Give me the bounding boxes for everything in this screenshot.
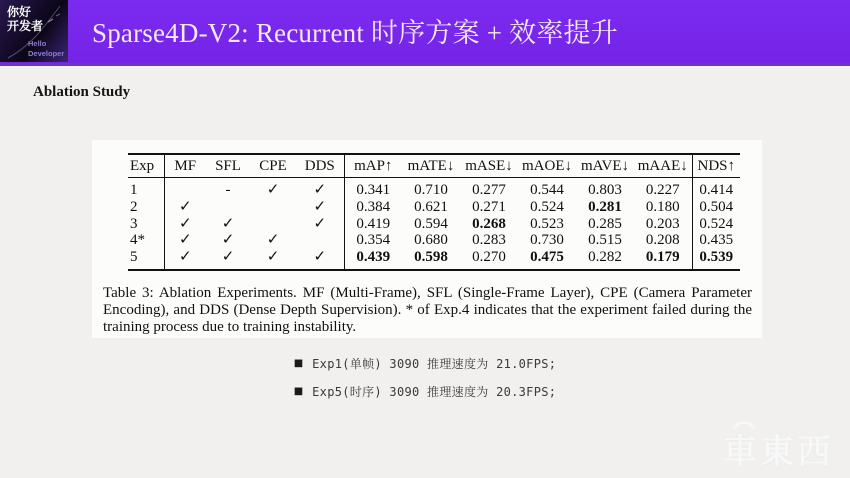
cell-mase: 0.268 [472, 215, 506, 232]
cell-nds: 0.504 [692, 199, 740, 216]
table-panel [92, 140, 762, 338]
logo-cn-line1: 你好 [7, 5, 32, 19]
cell-maae: 0.180 [645, 198, 680, 215]
cell-exp: 3 [128, 216, 164, 233]
table-row [128, 232, 740, 249]
watermark [723, 424, 834, 474]
cell-nds: 0.435 [692, 232, 740, 249]
cell-sfl [206, 199, 250, 216]
logo-english-text [28, 39, 64, 59]
list-item [294, 355, 557, 372]
square-bullet-icon: ■ [293, 357, 304, 369]
table-row [128, 199, 740, 216]
cell-maoe: 0.523 [530, 215, 564, 232]
cell-mate: 0.598 [414, 249, 448, 266]
table-row [128, 178, 740, 199]
cell-cpe [250, 199, 296, 216]
cell-maae: 0.179 [645, 249, 680, 266]
cell-dds: ✓ [296, 199, 344, 216]
cell-mate: 0.710 [414, 182, 448, 198]
cell-map: 0.341 [356, 182, 391, 198]
cell-maae: 0.208 [645, 232, 680, 249]
header-bar [0, 0, 850, 66]
cell-map: 0.384 [356, 198, 391, 215]
section-heading: Ablation Study [33, 84, 131, 100]
col-header-dds: DDS [296, 154, 344, 178]
table-row [128, 249, 740, 270]
cell-maoe: 0.524 [530, 198, 564, 215]
cell-mave: 0.282 [588, 249, 622, 266]
cell-dds [296, 232, 344, 249]
cell-cpe: ✓ [266, 182, 280, 198]
col-header-sfl: SFL [206, 154, 250, 178]
cell-nds: 0.539 [692, 249, 740, 270]
cell-mf [164, 178, 206, 199]
cell-map: 0.354 [356, 232, 391, 249]
table-caption: Table 3: Ablation Experiments. MF (Multi-Frame), SFL (Single-Frame Layer), CPE (Camera Parameter Encoding), and DDS (Dense Depth Supervision). * of Exp.4 indicates that the experiment failed during the training process due to training instability. [103, 284, 752, 335]
bullet-list [0, 355, 850, 400]
cell-map: 0.439 [356, 249, 391, 266]
cell-mf: ✓ [178, 215, 192, 232]
logo-en-line1: Hello [28, 39, 47, 48]
cell-mate: 0.680 [414, 232, 448, 249]
cell-sfl: ✓ [221, 215, 235, 232]
table-row [128, 216, 740, 233]
cell-exp: 1 [128, 178, 164, 199]
cell-sfl: ✓ [221, 232, 235, 249]
col-header-maoe: mAOE↓ [518, 154, 576, 178]
cell-exp: 4* [128, 232, 164, 249]
signal-arc-icon [731, 418, 757, 430]
cell-mave: 0.285 [588, 215, 622, 232]
col-header-exp: Exp [128, 154, 164, 178]
cell-maoe: 0.730 [530, 232, 564, 249]
cell-dds: ✓ [296, 178, 344, 199]
watermark-text: 車東西 [723, 433, 834, 471]
ablation-table [128, 153, 740, 271]
col-header-cpe: CPE [250, 154, 296, 178]
cell-mase: 0.270 [472, 249, 506, 266]
table-header-row [128, 154, 740, 178]
col-header-maae: mAAE↓ [634, 154, 692, 178]
list-item [294, 383, 557, 400]
cell-maoe: 0.475 [530, 249, 564, 266]
bullet-text: Exp5(时序) 3090 推理速度为 20.3FPS; [312, 385, 557, 399]
cell-maae: 0.203 [645, 215, 680, 232]
square-bullet-icon: ■ [293, 385, 304, 397]
cell-mase: 0.283 [472, 232, 506, 249]
col-header-mf: MF [164, 154, 206, 178]
bullet-text: Exp1(单帧) 3090 推理速度为 21.0FPS; [312, 357, 557, 371]
logo-en-line2: Developer [28, 49, 65, 58]
cell-dds: ✓ [296, 216, 344, 233]
cell-mave: 0.803 [588, 182, 622, 198]
col-header-nds: NDS↑ [692, 154, 740, 178]
slide-title: Sparse4D-V2: Recurrent 时序方案 + 效率提升 [92, 18, 618, 48]
cell-mave: 0.515 [588, 232, 622, 249]
cell-mf: ✓ [178, 232, 192, 249]
col-header-mate: mATE↓ [402, 154, 460, 178]
cell-mf: ✓ [178, 249, 192, 266]
cell-exp: 5 [128, 249, 164, 270]
cell-maoe: 0.544 [530, 182, 564, 198]
cell-mf: ✓ [178, 198, 192, 215]
cell-mase: 0.277 [472, 182, 506, 198]
cell-sfl: - [225, 182, 231, 198]
cell-nds: 0.414 [692, 178, 740, 199]
cell-dds: ✓ [296, 249, 344, 270]
logo-chinese-text [7, 5, 43, 33]
logo-cn-line2: 开发者 [7, 19, 44, 33]
cell-mase: 0.271 [472, 198, 506, 215]
hello-developer-logo [0, 0, 68, 62]
cell-sfl: ✓ [221, 249, 235, 266]
cell-exp: 2 [128, 199, 164, 216]
cell-cpe [250, 216, 296, 233]
cell-cpe: ✓ [266, 232, 280, 249]
cell-map: 0.419 [356, 215, 391, 232]
col-header-map: mAP↑ [344, 154, 402, 178]
cell-mate: 0.594 [414, 215, 448, 232]
col-header-mase: mASE↓ [460, 154, 518, 178]
cell-mate: 0.621 [414, 198, 448, 215]
cell-nds: 0.524 [692, 216, 740, 233]
cell-mave: 0.281 [588, 198, 622, 215]
cell-cpe: ✓ [266, 249, 280, 266]
cell-maae: 0.227 [645, 182, 680, 198]
col-header-mave: mAVE↓ [576, 154, 634, 178]
